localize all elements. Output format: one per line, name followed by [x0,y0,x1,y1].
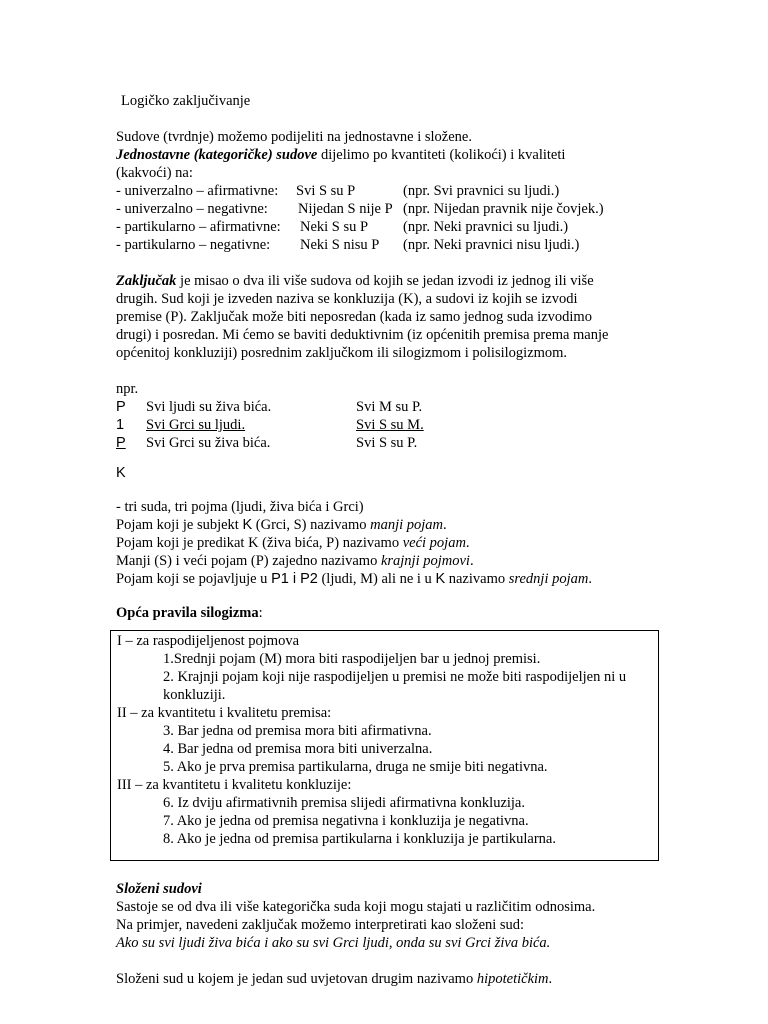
rule-item: 1.Srednji pojam (M) mora biti raspodijeljen bar u jednoj premisi. [163,651,541,667]
compound-example: Ako su svi ljudi živa bića i ako su svi Grci ljudi, onda su svi Grci živa bića. [116,935,551,951]
syllogism-row: 1 Svi Grci su ljudi. Svi S su M. [116,417,424,433]
rule-item: 7. Ako je jedna od premisa negativna i konkluzija je negativna. [163,813,529,829]
rule-item: 8. Ako je jedna od premisa partikularna i konkluzija je partikularna. [163,831,556,847]
rules-heading: Opća pravila silogizma: [116,605,263,621]
rules-group-title: II – za kvantitetu i kvalitetu premisa: [117,705,332,721]
document-title: Logičko zaključivanje [121,93,251,109]
compound-heading: Složeni sudovi [116,881,202,897]
conclusion-mark: K [116,465,126,481]
terms-paragraph: - tri suda, tri pojma (ljudi, živa bića i Grci) Pojam koji je subjekt K (Grci, S) nazivamo manji pojam. Pojam koji je predikat K (živa bića, P) nazivamo veći pojam. Manji (S) i veći pojam (P) zajedno nazivamo krajnji pojmovi. Pojam koji se pojavljuje u P1 i P2 (ljudi, M) ali ne i u K nazivamo srednji pojam. [116,499,592,587]
rules-group-title: III – za kvantitetu i kvalitetu konkluzije: [117,777,352,793]
simple-judgments-term: Jednostavne (kategoričke) sudove [116,147,318,163]
document-page [116,92,676,622]
rule-item: 2. Krajnji pojam koji nije raspodijeljen u premisi ne može biti raspodijeljen ni u konkluziji. [163,669,627,703]
syllogism-rules-box [110,630,659,861]
syllogism-row: P Svi ljudi su živa bića. Svi M su P. [116,399,423,415]
judgment-type-row: - partikularno – afirmativne: Neki S su P (npr. Neki pravnici su ljudi.) [116,219,569,235]
syllogism-example: npr. P Svi ljudi su živa bića. Svi M su P. 1 Svi Grci su ljudi. Svi S su M. P Svi Grci su živa bića. Svi S su P. K [116,380,676,482]
rule-item: 3. Bar jedna od premisa mora biti afirmativna. [163,723,432,739]
judgment-type-row: - univerzalno – negativne: Nijedan S nije P (npr. Nijedan pravnik nije čovjek.) [116,201,604,217]
conclusion-paragraph: Zaključak je misao o dva ili više sudova od kojih se jedan izvodi iz jednog ili više drugih. Sud koji je izveden naziva se konkluzija (K), a sudovi iz kojih se izvodi premise (P). Zaključak može biti neposredan (kada iz samo jednog suda izvodimo drugi) i posredan. Mi ćemo se baviti deduktivnim (iz općenitih premisa prema manje općenitoj konkluziji) posrednim zaključkom ili silogizmom i polisilogizmom. [116,273,609,361]
rule-item: 6. Iz dviju afirmativnih premisa slijedi afirmativna konkluzija. [163,795,525,811]
syllogism-row: P Svi Grci su živa bića. Svi S su P. [116,435,418,451]
intro-paragraph: Sudove (tvrdnje) možemo podijeliti na jednostavne i složene. Jednostavne (kategoričke) sudove dijelimo po kvantiteti (kolikoći) i kvaliteti (kakvoći) na: - univerzalno – afirmativne: Svi S su P (npr. Svi pravnici su ljudi.) - univerzalno – negativne: Nijedan S nije P (npr. Nijedan pravnik nije čovjek.) - partikularno – afirmativne: Neki S su P (npr. Neki pravnici su ljudi.) - partikularno – negativne: Neki S nisu P (npr. Neki pravnici nisu ljudi.) [116,128,676,254]
judgment-type-row: - univerzalno – afirmativne: Svi S su P (npr. Svi pravnici su ljudi.) [116,183,560,199]
compound-judgments-section: Složeni sudovi Sastoje se od dva ili više kategorička suda koji mogu stajati u različitim odnosima. Na primjer, navedeni zaključak možemo interpretirati kao složeni sud: Ako su svi ljudi živa bića i ako su svi Grci ljudi, onda su svi Grci živa bića. Složeni sud u kojem je jedan sud uvjetovan drugim nazivamo hipotetičkim. [116,880,676,988]
rule-item: 5. Ako je prva premisa partikularna, druga ne smije biti negativna. [163,759,548,775]
conclusion-term: Zaključak [116,273,177,289]
judgment-type-row: - partikularno – negativne: Neki S nisu P (npr. Neki pravnici nisu ljudi.) [116,237,580,253]
rules-group-title: I – za raspodijeljenost pojmova [117,633,300,649]
rule-item: 4. Bar jedna od premisa mora biti univerzalna. [163,741,433,757]
